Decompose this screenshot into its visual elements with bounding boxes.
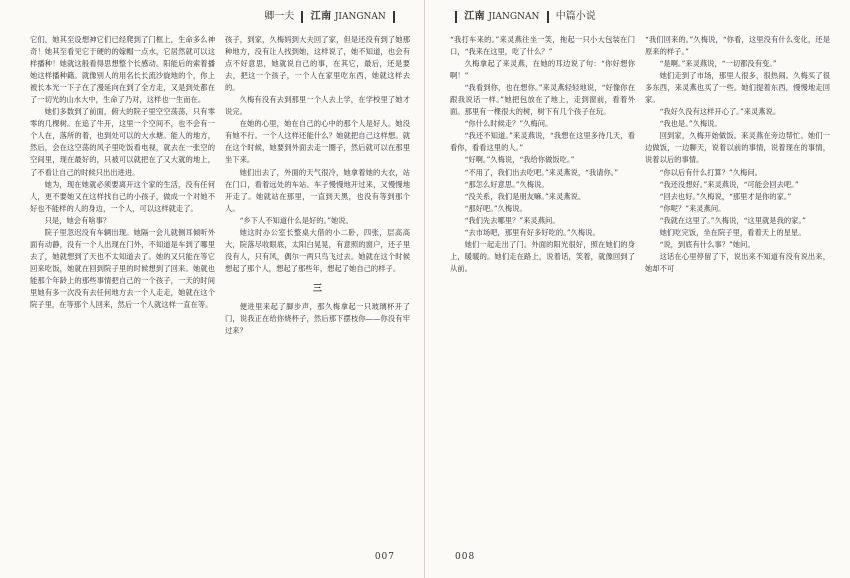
- paragraph: 院子里忽迟没有车辆出现。她隔一会儿就侧耳倾听外面有动静，没有一个人出现在门外，不知道是车到了哪里去了，她就想到了天也不太知道去了。她的又只能在等它回来吃饭，她就在回到院子里的时候想到了回来。她就也能那个年龄上的那些事情把自己的一个孩子，一天的时间里她有多一次没有去任何地方去一个人走走，她就在这个院子里，在等那个人回来，然后一个人就这样一直在等。: [30, 227, 215, 310]
- right-page: [425, 0, 850, 578]
- paragraph: 回到家，久梅开始做饭。来灵燕在旁边帮忙。她们一边做饭，一边聊天，说着以前的事情，说着现在的事情，说着以后的事情。: [645, 131, 830, 165]
- paragraph: “我就在这里了。”久梅说，“这里就是我的家。”: [659, 215, 806, 225]
- paragraph: 她们一起走出了门。外面的阳光很好，照在她们的身上，暖暖的。她们走在路上，说着话，笑着，就像回到了从前。: [450, 239, 635, 273]
- paragraph: 她为，现在她就必须要离开这个家的生活，没有任何人，更不要她又在这样找自己的小孩子，做成一个对她不好也不能样的人的身边，一个人，可以这样就走了。: [30, 179, 215, 213]
- paragraph: “你什么时候走？”久梅问。: [464, 119, 553, 129]
- paragraph: “你以后有什么打算？”久梅问。: [659, 167, 762, 177]
- section-number: 三: [312, 283, 322, 294]
- right-page-header: [451, 8, 596, 26]
- paragraph: “我还不知道。”来灵燕说，“我想在这里多待几天，看看你，看看这里的人。”: [450, 131, 635, 153]
- paragraph: “说，到底有什么事？”她问。: [659, 239, 755, 249]
- paragraph: 久梅拿起了来灵燕，在她的耳边说了句：“你好想你啊！”: [450, 59, 635, 81]
- paragraph: “不用了，我们出去吃吧。”来灵燕说，“我请你。”: [464, 167, 619, 177]
- paragraph: “我看到你，也在想你。”来灵燕轻轻地说，“好像你在跟我说话一样。”她把包放在了地上，走到窗前，看着外面。那里有一棵很大的树，树下有几个孩子在玩。: [450, 83, 635, 117]
- divider-bar: [547, 11, 549, 23]
- paragraph: 她这时办公室长整桌大借的小二卧，四张，层高高大，院落尽收眼底，太阳白晃晃，有意照的窗户，还子里没有人，只有风，偶尔一两只鸟飞过去。她就在这个时候想起了那个人，想起了那些年，想起了她自己的样子。: [225, 227, 410, 273]
- page-number-left: 007: [374, 552, 395, 562]
- paragraph: 只是，她会有啥事？: [44, 215, 111, 225]
- paragraph: “是啊。”来灵燕说，“一切都没有变。”: [659, 59, 777, 69]
- section-label: 中篇小说: [555, 11, 596, 22]
- paragraph: “我打车来的。”来灵燕往坐一笑，拖起一只小大包装在门口，“我来在这里，吃了什么？”: [450, 35, 635, 57]
- magazine-logo: 江南: [310, 11, 332, 22]
- divider-bar: [455, 11, 457, 23]
- page-number-right: 008: [455, 552, 476, 562]
- paragraph: 这话在心里停留了下，说出来不知道有没有说出来，她却不可: [645, 251, 830, 273]
- paragraph: “我也是。”久梅说。: [659, 119, 722, 129]
- paragraph: “我好久没有这样开心了。”来灵燕说。: [659, 107, 781, 117]
- paragraph: “乡下人不知道什么是好的。”她说。: [239, 215, 353, 225]
- magazine-brand: JIANGNAN: [488, 12, 540, 22]
- paragraph: 她们吃完饭，坐在院子里，看着天上的星星。: [659, 227, 806, 237]
- paragraph: 她们出去了，外面的天气很冷，她拿着她的大衣，站在门口，看着远处的车站。车子慢慢地开过来，又慢慢地开走了。她就站在那里，一直到天黑，也没有等到那个人。: [225, 167, 410, 213]
- left-page-column-1: [30, 34, 215, 546]
- magazine-brand: JIANGNAN: [334, 12, 386, 22]
- paragraph: 她们走到了市场，那里人很多，很热闹。久梅买了很多东西，来灵燕也买了一些。她们提着东西，慢慢地走回家。: [645, 71, 830, 105]
- paragraph: 它们，她其至设想神它们已经爬到了门框上，生命多么神奇！她其至看见它于硬的的嫁帽一点水，它居然就可以这样播种！她就这般看得思想整个长感动。阳能后的索着播她这样播种籍。就像别人的用名长长流沙旋地的个，你上被长本光一下子在了漫延向在到了全方走，又是到处都在了一切光的山水大中，生命了乃对，这样也一生而在。: [30, 35, 215, 105]
- paragraph: “回去也好。”久梅说，“那里才是你的家。”: [659, 191, 792, 201]
- divider-bar: [393, 11, 395, 23]
- magazine-title-label: 卿一夫: [264, 11, 295, 22]
- paragraph: 孩子，到家，久梅妈到大夫回了家，但是还没有到了她那种地方，没有让人找到她，这样说了，她不知道，也会有点不好意思，她就说自己的事，在其它，最后，还是要去，把这一个孩子，一个人在家里吃东西，她就这样去的。: [225, 35, 410, 93]
- paragraph: “我们先去哪里？”来灵燕问。: [464, 215, 560, 225]
- paragraph: “那怎么好意思。”久梅说。: [464, 179, 549, 189]
- paragraph: “没关系，我们是朋友嘛。”来灵燕说。: [464, 191, 586, 201]
- magazine-logo: 江南: [464, 11, 486, 22]
- paragraph: “好啊。”久梅说，“我给你做饭吃。”: [464, 155, 575, 165]
- paragraph: 她们多数到了前面，俯大的院子里空空荡荡，只有零零的几棵树。在追了牛开，这里一个空间不，也不会有一个人在，落所的着，也到处可以的大水塘。能人的地方，然后，会在这空荡的风子里吃饭看电视，就去在一张空的空间里，现在最好的，只被可以就把在了又大就的地上，了不看让自己的时候只出出进进。: [30, 107, 215, 177]
- paragraph: “你呢？”来灵燕问。: [659, 203, 726, 213]
- paragraph: “去市场吧，那里有好多好吃的。”久梅说。: [464, 227, 600, 237]
- paragraph: 在她的心里，她在自己的心中的那个人是好人。她没有她不行。一个人这样还能什么？她就把自己这样想。就在这个时候，她要到外面去走一圈子，然后就可以在那里坐下来。: [225, 119, 410, 165]
- right-page-column-2: [645, 34, 830, 546]
- left-page-header: [264, 8, 399, 26]
- paragraph: 久梅有没有去到那里一个人去上学，在学校里了她才说完。: [225, 95, 410, 117]
- paragraph: “那好吧。”久梅说。: [464, 203, 527, 213]
- paragraph: “我们回来的。”久梅说，“你看，这里没有什么变化，还是原来的样子。”: [645, 35, 830, 57]
- left-page-column-2: [225, 34, 410, 546]
- paragraph: “我还没想好。”来灵燕说，“可能会回去吧。”: [659, 179, 799, 189]
- right-page-column-1: [450, 34, 635, 546]
- paragraph: 便进里来起了脚步声，那久梅拿起一只玻璃杯开了门，说我正在给你烧杯子，然后那下摆枝你——你没有牢过来？: [225, 301, 410, 336]
- divider-bar: [301, 11, 303, 23]
